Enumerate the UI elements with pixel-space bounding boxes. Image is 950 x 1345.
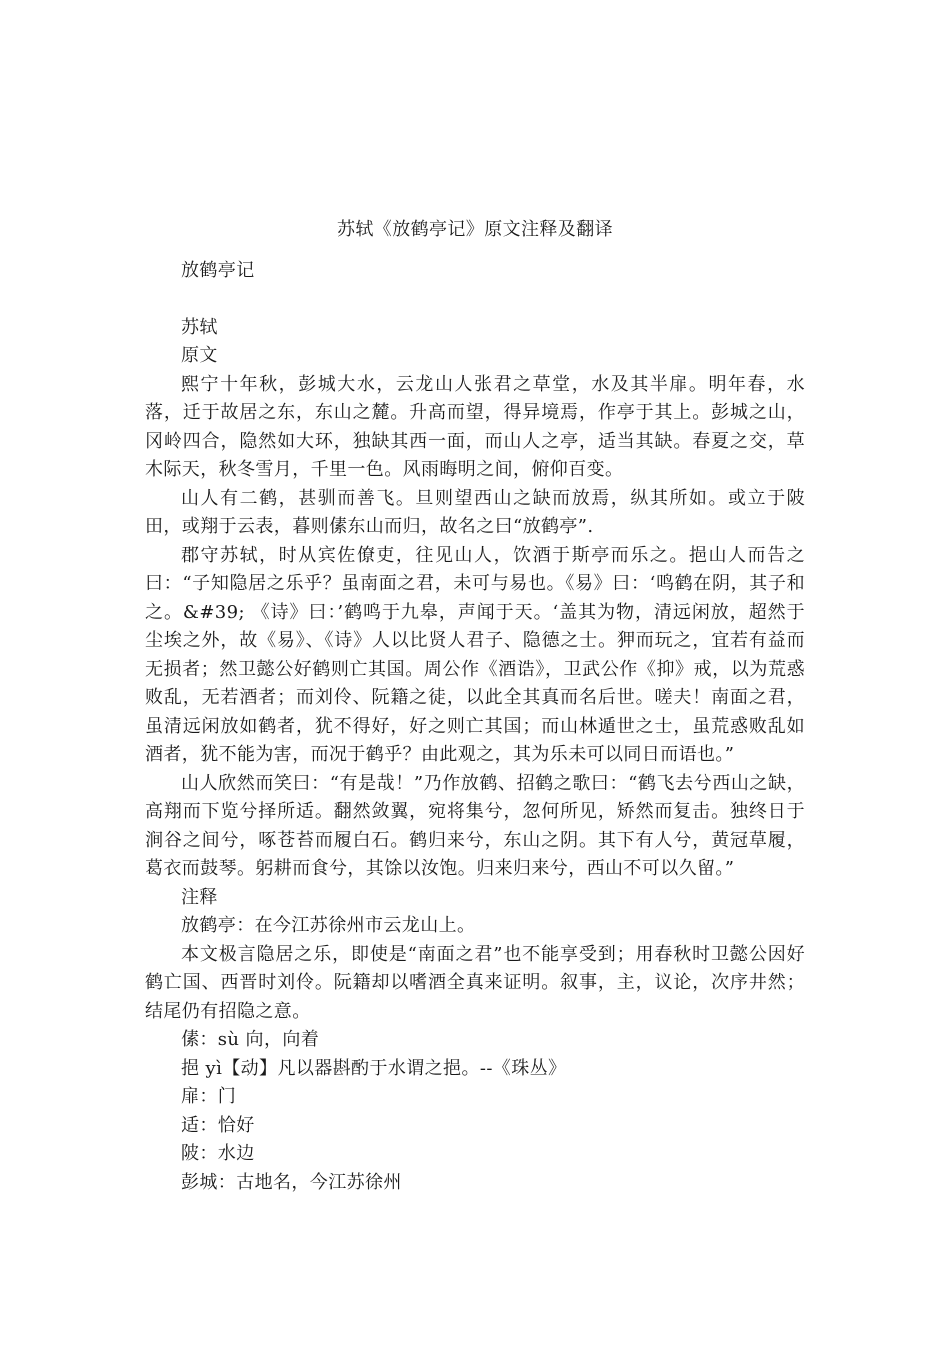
note-line: 本文极言隐居之乐，即使是“南面之君”也不能享受到；用春秋时卫懿公因好鹤亡国、西晋时刘伶。阮籍却以嗜酒全真来证明。叙事，主，议论，次序井然；结尾仍有招隐之意。 [145, 943, 805, 1022]
note-line: 适：恰好 [181, 1114, 255, 1136]
document-title: 苏轼《放鹤亭记》原文注释及翻译 [337, 219, 613, 240]
section-heading-original: 原文 [181, 345, 218, 366]
original-paragraph: 熙宁十年秋，彭城大水，云龙山人张君之草堂，水及其半扉。明年春，水落，迁于故居之东，东山之麓。升高而望，得异境焉，作亭于其上。彭城之山，冈岭四合，隐然如大环，独缺其西一面，而山人之亭，适当其缺。春夏之交，草木际天，秋冬雪月，千里一色。风雨晦明之间，俯仰百变。 [145, 373, 805, 480]
blank-line [145, 285, 805, 314]
note-line: 扉：门 [181, 1086, 237, 1107]
document-page [145, 216, 805, 1197]
original-paragraph: 郡守苏轼，时从宾佐僚吏，往见山人，饮酒于斯亭而乐之。挹山人而告之曰：“子知隐居之乐乎？虽南面之君，未可与易也。《易》曰：‘鸣鹤在阴，其子和之。&#39; 《诗》曰：’鹤鸣于九皋，声闻于天。‘盖其为物，清远闲放，超然于尘埃之外，故《易》、《诗》人以比贤人君子、隐德之士。狎而玩之，宜若有益而无损者；然卫懿公好鹤则亡其国。周公作《酒诰》，卫武公作《抑》戒，以为荒惑败乱，无若酒者；而刘伶、阮籍之徒，以此全其真而名后世。嗟夫！南面之君，虽清远闲放如鹤者，犹不得好，好之则亡其国；而山林遁世之士，虽荒惑败乱如酒者，犹不能为害，而况于鹤乎？由此观之，其为乐未可以同日而语也。” [145, 544, 805, 765]
document-subtitle: 放鹤亭记 [181, 259, 255, 281]
original-paragraph: 山人欣然而笑曰：“有是哉！”乃作放鹤、招鹤之歌曰：“鹤飞去兮西山之缺，高翔而下览兮择所适。翻然敛翼，宛将集兮，忽何所见，矫然而复击。独终日于涧谷之间兮，啄苍苔而履白石。鹤归来兮，东山之阴。其下有人兮，黄冠草履，葛衣而鼓琴。躬耕而食兮，其馀以汝饱。归来归来兮，西山不可以久留。” [145, 772, 805, 879]
note-line: 陂：水边 [181, 1143, 255, 1164]
note-line: 傃：sù 向，向着 [181, 1029, 320, 1050]
author-name: 苏轼 [181, 316, 218, 338]
original-paragraph: 山人有二鹤，甚驯而善飞。旦则望西山之缺而放焉，纵其所如。或立于陂田，或翔于云表，暮则傃东山而归，故名之曰“放鹤亭”. [145, 487, 805, 537]
section-heading-notes: 注释 [181, 886, 218, 908]
note-line: 挹 yì【动】凡以器斟酌于水谓之挹。--《珠丛》 [181, 1057, 567, 1079]
note-line: 彭城：古地名，今江苏徐州 [181, 1171, 402, 1193]
note-line: 放鹤亭：在今江苏徐州市云龙山上。 [181, 915, 476, 936]
